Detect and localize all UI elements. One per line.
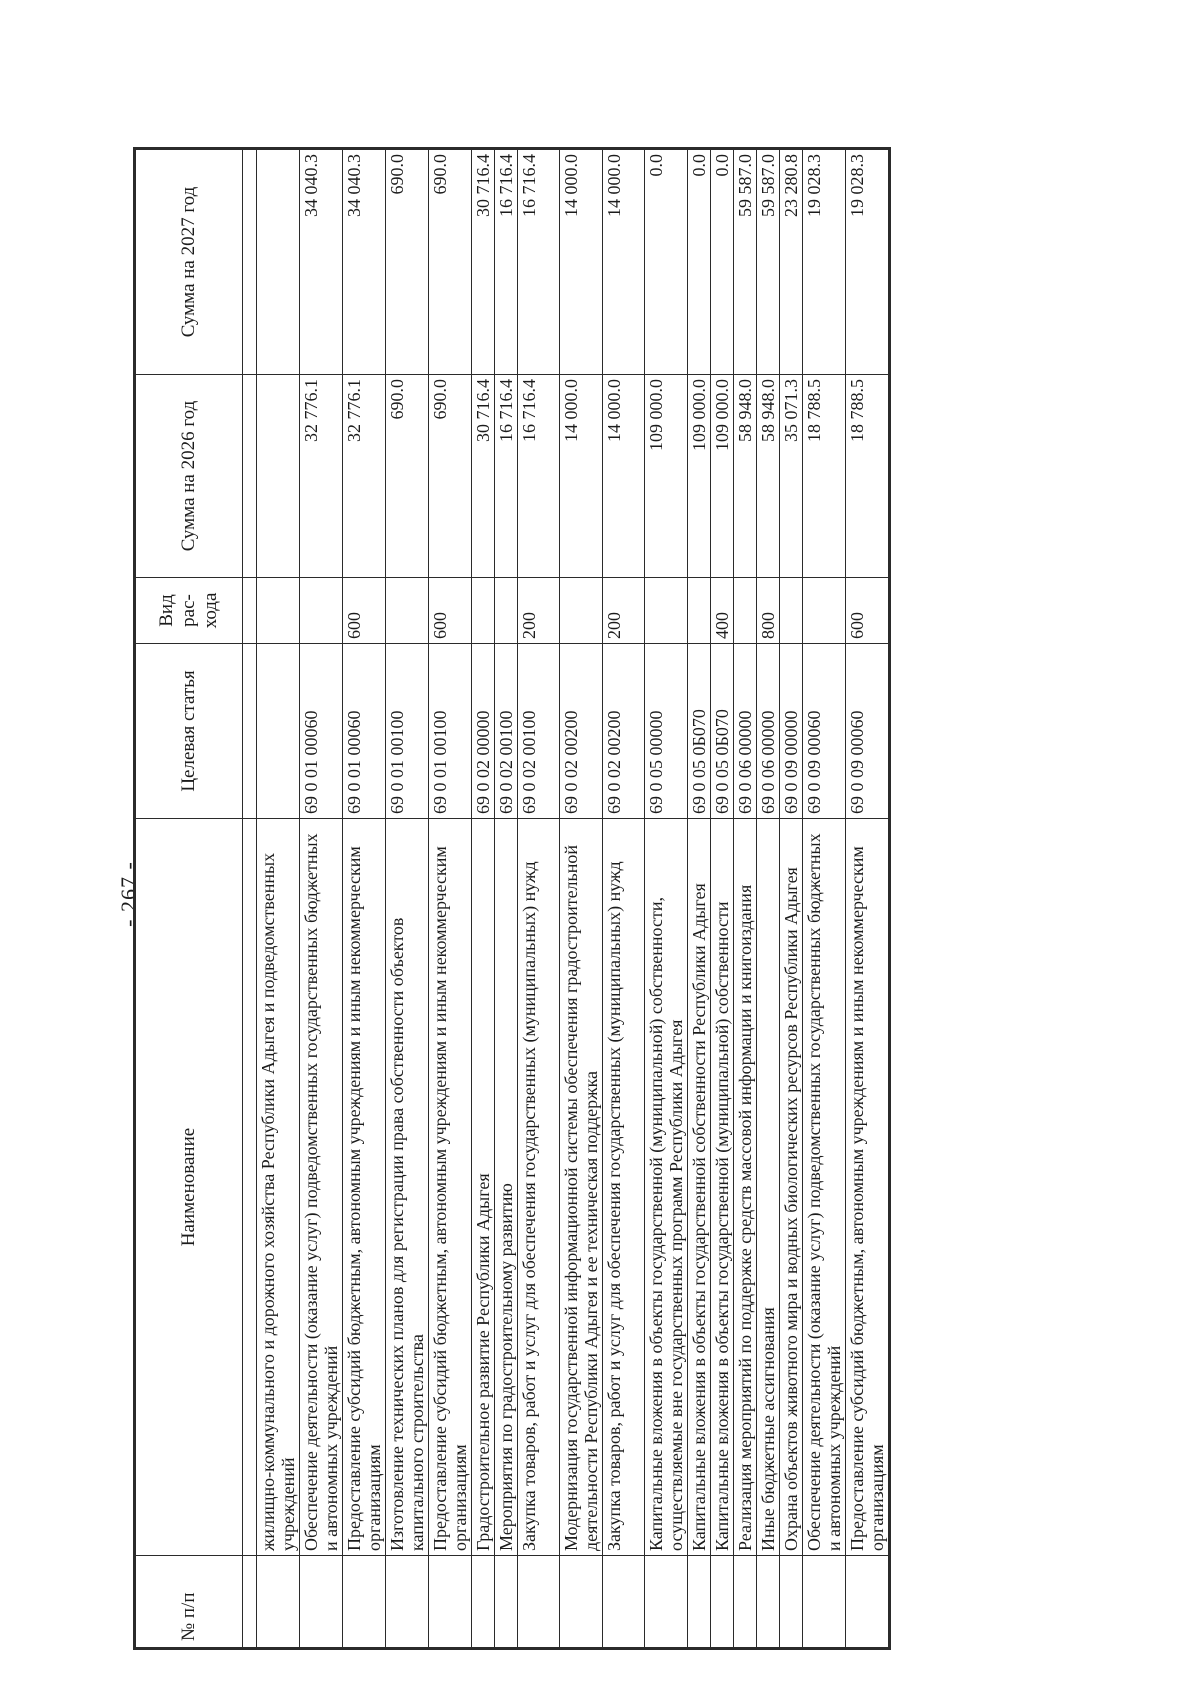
row-sum-2026-cell: 690.0 [429, 375, 472, 578]
row-code-cell: 69 0 02 00100 [495, 644, 518, 819]
row-num-cell [429, 1556, 472, 1649]
rotated-page [0, 94, 1200, 1694]
table-row [495, 149, 518, 1649]
spacer-cell [243, 578, 257, 644]
row-vid-cell: 600 [846, 578, 890, 644]
table-row [757, 149, 780, 1649]
row-name-cell: Градостроительное развитие Республики Адыгея [472, 819, 495, 1556]
row-num-cell [518, 1556, 560, 1649]
header-vid: Вид рас-хода [135, 578, 243, 644]
row-vid-cell: 200 [518, 578, 560, 644]
table-row [518, 149, 560, 1649]
spacer-cell [243, 149, 257, 375]
row-sum-2027-cell: 14 000.0 [560, 149, 603, 375]
table-row [603, 149, 645, 1649]
row-name-cell: Охрана объектов животного мира и водных биологических ресурсов Республики Адыгея [780, 819, 803, 1556]
row-name-cell: Мероприятия по градостроительному развитию [495, 819, 518, 1556]
row-vid-cell [645, 578, 688, 644]
row-vid-cell [734, 578, 757, 644]
table-row [343, 149, 386, 1649]
header-name: Наименование [135, 819, 243, 1556]
table-header-row [135, 149, 243, 1649]
row-sum-2027-cell: 34 040.3 [300, 149, 343, 375]
row-vid-cell [495, 578, 518, 644]
row-name-cell: Обеспечение деятельности (оказание услуг) подведомственных государственных бюджетных и автономных учреждений [300, 819, 343, 1556]
row-vid-cell: 600 [429, 578, 472, 644]
row-num-cell [780, 1556, 803, 1649]
header-code: Целевая статья [135, 644, 243, 819]
row-code-cell: 69 0 06 00000 [757, 644, 780, 819]
row-sum-2027-cell: 0.0 [711, 149, 734, 375]
row-name-cell: Модернизация государственной информационной системы обеспечения градостроительной деятельности Республики Адыгея и ее техническая поддержка [560, 819, 603, 1556]
table-row [429, 149, 472, 1649]
row-sum-2027-cell: 16 716.4 [518, 149, 560, 375]
row-code-cell: 69 0 02 00200 [560, 644, 603, 819]
row-sum-2026-cell: 35 071.3 [780, 375, 803, 578]
row-code-cell: 69 0 05 0Б070 [688, 644, 711, 819]
row-num-cell [645, 1556, 688, 1649]
row-num-cell [803, 1556, 846, 1649]
row-name-cell: Предоставление субсидий бюджетным, автономным учреждениям и иным некоммерческим организациям [343, 819, 386, 1556]
row-sum-2026-cell: 109 000.0 [711, 375, 734, 578]
budget-table [133, 147, 891, 1650]
row-sum-2026-cell: 14 000.0 [560, 375, 603, 578]
row-num-cell [386, 1556, 429, 1649]
table-row [560, 149, 603, 1649]
row-code-cell: 69 0 01 00100 [386, 644, 429, 819]
row-name-cell: Закупка товаров, работ и услуг для обеспечения государственных (муниципальных) нужд [518, 819, 560, 1556]
row-sum-2027-cell: 19 028.3 [846, 149, 890, 375]
row-num-cell [495, 1556, 518, 1649]
row-sum-2026-cell: 58 948.0 [734, 375, 757, 578]
spacer-cell [243, 375, 257, 578]
row-num-cell [734, 1556, 757, 1649]
row-sum-2027-cell: 59 587.0 [734, 149, 757, 375]
row-vid-cell: 600 [343, 578, 386, 644]
row-name-cell: Обеспечение деятельности (оказание услуг) подведомственных государственных бюджетных и автономных учреждений [803, 819, 846, 1556]
row-sum-2027-cell: 16 716.4 [495, 149, 518, 375]
table-row [386, 149, 429, 1649]
table-row [300, 149, 343, 1649]
row-num-cell [757, 1556, 780, 1649]
row-num-cell [560, 1556, 603, 1649]
row-vid-cell [780, 578, 803, 644]
row-sum-2026-cell: 18 788.5 [803, 375, 846, 578]
row-code-cell: 69 0 09 00000 [780, 644, 803, 819]
row-name-cell: Капитальные вложения в объекты государственной (муниципальной) собственности [711, 819, 734, 1556]
row-num-cell [343, 1556, 386, 1649]
row-vid-cell: 200 [603, 578, 645, 644]
row-code-cell: 69 0 01 00100 [429, 644, 472, 819]
table-row [645, 149, 688, 1649]
row-code-cell: 69 0 01 00060 [343, 644, 386, 819]
spacer-cell [243, 1556, 257, 1649]
row-vid-cell [472, 578, 495, 644]
table-row [846, 149, 890, 1649]
row-code-cell: 69 0 01 00060 [300, 644, 343, 819]
header-sum-2027: Сумма на 2027 год [135, 149, 243, 375]
header-sum-2026: Сумма на 2026 год [135, 375, 243, 578]
row-sum-2026-cell: 16 716.4 [495, 375, 518, 578]
row-num-cell [603, 1556, 645, 1649]
row-sum-2027-cell: 14 000.0 [603, 149, 645, 375]
row-sum-2027-cell: 0.0 [688, 149, 711, 375]
table-row [711, 149, 734, 1649]
row-name-cell: Капитальные вложения в объекты государственной (муниципальной) собственности, осуществляемые вне государственных программ Республики Адыгея [645, 819, 688, 1556]
row-code-cell: 69 0 02 00100 [518, 644, 560, 819]
row-vid-cell: 400 [711, 578, 734, 644]
row-sum-2027-cell: 19 028.3 [803, 149, 846, 375]
table-row [257, 149, 300, 1649]
row-name-cell: Изготовление технических планов для регистрации права собственности объектов капитального строительства [386, 819, 429, 1556]
row-code-cell: 69 0 05 00000 [645, 644, 688, 819]
row-sum-2026-cell: 690.0 [386, 375, 429, 578]
table-row [688, 149, 711, 1649]
row-name-cell: Предоставление субсидий бюджетным, автономным учреждениям и иным некоммерческим организациям [429, 819, 472, 1556]
row-name-cell: жилищно-коммунального и дорожного хозяйства Республики Адыгея и подведомственных учреждений [257, 819, 300, 1556]
row-sum-2026-cell: 30 716.4 [472, 375, 495, 578]
row-vid-cell [257, 578, 300, 644]
table-row [803, 149, 846, 1649]
row-sum-2026-cell: 32 776.1 [343, 375, 386, 578]
row-code-cell: 69 0 05 0Б070 [711, 644, 734, 819]
page-number: - 267 - [116, 861, 141, 927]
row-code-cell: 69 0 09 00060 [846, 644, 890, 819]
row-vid-cell [386, 578, 429, 644]
row-sum-2027-cell: 690.0 [429, 149, 472, 375]
spacer-row [243, 149, 257, 1649]
row-vid-cell [688, 578, 711, 644]
spacer-cell [243, 819, 257, 1556]
row-code-cell: 69 0 02 00000 [472, 644, 495, 819]
row-name-cell: Предоставление субсидий бюджетным, автономным учреждениям и иным некоммерческим организациям [846, 819, 890, 1556]
row-sum-2027-cell: 23 280.8 [780, 149, 803, 375]
row-num-cell [711, 1556, 734, 1649]
row-code-cell: 69 0 06 00000 [734, 644, 757, 819]
row-sum-2027-cell: 59 587.0 [757, 149, 780, 375]
row-sum-2026-cell: 16 716.4 [518, 375, 560, 578]
row-num-cell [472, 1556, 495, 1649]
row-sum-2027-cell: 34 040.3 [343, 149, 386, 375]
row-num-cell [257, 1556, 300, 1649]
row-num-cell [300, 1556, 343, 1649]
row-code-cell: 69 0 02 00200 [603, 644, 645, 819]
row-sum-2026-cell: 58 948.0 [757, 375, 780, 578]
row-name-cell: Реализация мероприятий по поддержке средств массовой информации и книгоиздания [734, 819, 757, 1556]
row-num-cell [688, 1556, 711, 1649]
row-sum-2027-cell: 0.0 [645, 149, 688, 375]
row-sum-2026-cell: 109 000.0 [688, 375, 711, 578]
row-name-cell: Иные бюджетные ассигнования [757, 819, 780, 1556]
row-name-cell: Капитальные вложения в объекты государственной собственности Республики Адыгея [688, 819, 711, 1556]
row-name-cell: Закупка товаров, работ и услуг для обеспечения государственных (муниципальных) нужд [603, 819, 645, 1556]
table-row [734, 149, 757, 1649]
table-row [472, 149, 495, 1649]
row-sum-2027-cell: 690.0 [386, 149, 429, 375]
row-sum-2027-cell [257, 149, 300, 375]
row-vid-cell: 800 [757, 578, 780, 644]
row-sum-2026-cell [257, 375, 300, 578]
row-code-cell: 69 0 09 00060 [803, 644, 846, 819]
row-sum-2026-cell: 32 776.1 [300, 375, 343, 578]
row-num-cell [846, 1556, 890, 1649]
row-vid-cell [300, 578, 343, 644]
row-vid-cell [560, 578, 603, 644]
header-num: № п/п [135, 1556, 243, 1649]
row-sum-2026-cell: 109 000.0 [645, 375, 688, 578]
table-row [780, 149, 803, 1649]
row-sum-2026-cell: 18 788.5 [846, 375, 890, 578]
row-code-cell [257, 644, 300, 819]
row-sum-2027-cell: 30 716.4 [472, 149, 495, 375]
row-vid-cell [803, 578, 846, 644]
row-sum-2026-cell: 14 000.0 [603, 375, 645, 578]
spacer-cell [243, 644, 257, 819]
